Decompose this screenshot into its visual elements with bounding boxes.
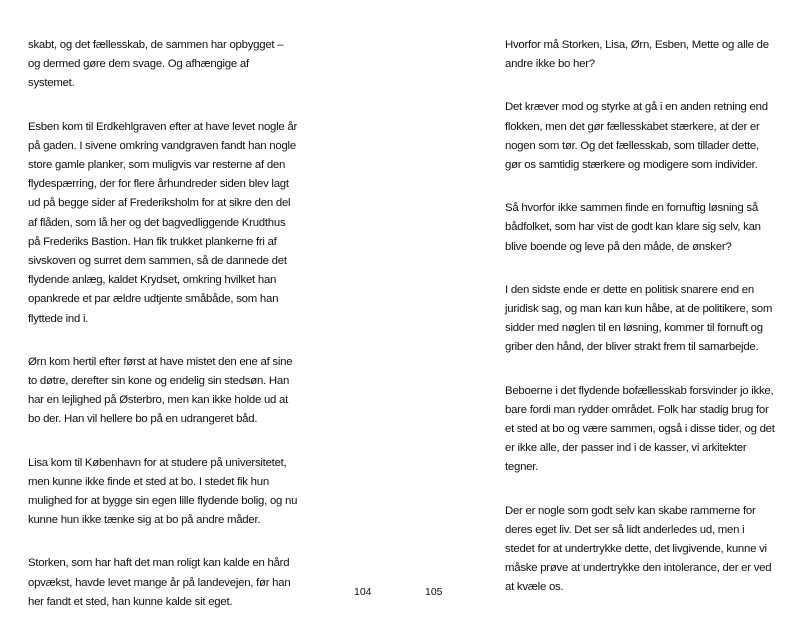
paragraph: I den sidste ende er dette en politisk snarere end en juridisk sag, og man kan kun håbe, at de politikere, som sidder med nøglen til en løsning, kommer til fornuft og griber den hånd, der bliver strakt frem til samarbejde.	[505, 283, 773, 354]
paragraph: Så hvorfor ikke sammen finde en fornuftig løsning så bådfolket, som har vist de godt kan klare sig selv, kan blive boende og leve på den måde, de ønsker?	[505, 202, 761, 253]
paragraph: Esben kom til Erdkehlgraven efter at have levet nogle år på gaden. I sivene omkring vandgraven fandt han nogle store gamle planker, som muligvis var resterne af den flydespærring, der for flere århundreder siden blev lagt ud på begge sider af Frederiksholm for at sikre den del af flåden, som lå her og det bagvedliggende Krudthus på Frederiks Bastion. Han fik trukket plankerne fri af sivskoven og surret dem sammen, så de dannede det flydende anlæg, kaldet Krydset, omkring hvilket han opankrede et par ældre udtjente småbåde, som han flyttede ind i.	[28, 120, 298, 325]
right-page	[505, 36, 775, 622]
page-number-right: 105	[425, 586, 443, 598]
paragraph: Hvorfor må Storken, Lisa, Ørn, Esben, Mette og alle de andre ikke bo her?	[505, 39, 769, 71]
left-page	[28, 36, 298, 636]
paragraph: Der er nogle som godt selv kan skabe rammerne for deres eget liv. Det ser så lidt anderledes ud, men i stedet for at undertrykke dette, det livgivende, kunne vi måske prøve at undertrykke den intolerance, der er ved at kvæle os.	[505, 504, 772, 594]
paragraph: Storken, som har haft det man roligt kan kalde en hård opvækst, havde levet mange år på landevejen, før han her fandt et sted, han kunne kalde sit eget.	[28, 557, 291, 608]
paragraph: Ørn kom hertil efter først at have mistet den ene af sine to døtre, derefter sin kone og endelig sin stedsøn. Han har en lejlighed på Østerbro, men kan ikke holde ud at bo der. Han vil hellere bo på en udrangeret båd.	[28, 355, 293, 426]
paragraph: Det kræver mod og styrke at gå i en anden retning end flokken, men det gør fællesskabet stærkere, at der er nogen som tør. Og det fællesskab, som tillader dette, gør os samtidig stærkere og modigere som individer.	[505, 101, 768, 172]
paragraph: skabt, og det fællesskab, de sammen har opbygget – og dermed gøre dem svage. Og afhængige af systemet.	[28, 39, 284, 90]
page-number-left: 104	[354, 586, 372, 598]
paragraph: Beboerne i det flydende bofællesskab forsvinder jo ikke, bare fordi man rydder området. Folk har stadig brug for et sted at bo og være sammen, også i disse tider, og det er ikke alle, der passer ind i de kasser, vi arkitekter tegner.	[505, 384, 775, 474]
paragraph: Lisa kom til København for at studere på universitetet, men kunne ikke finde et sted at bo. I stedet fik hun mulighed for at bygge sin egen lille flydende bolig, og nu kunne hun ikke tænke sig at bo på andre måder.	[28, 456, 298, 527]
